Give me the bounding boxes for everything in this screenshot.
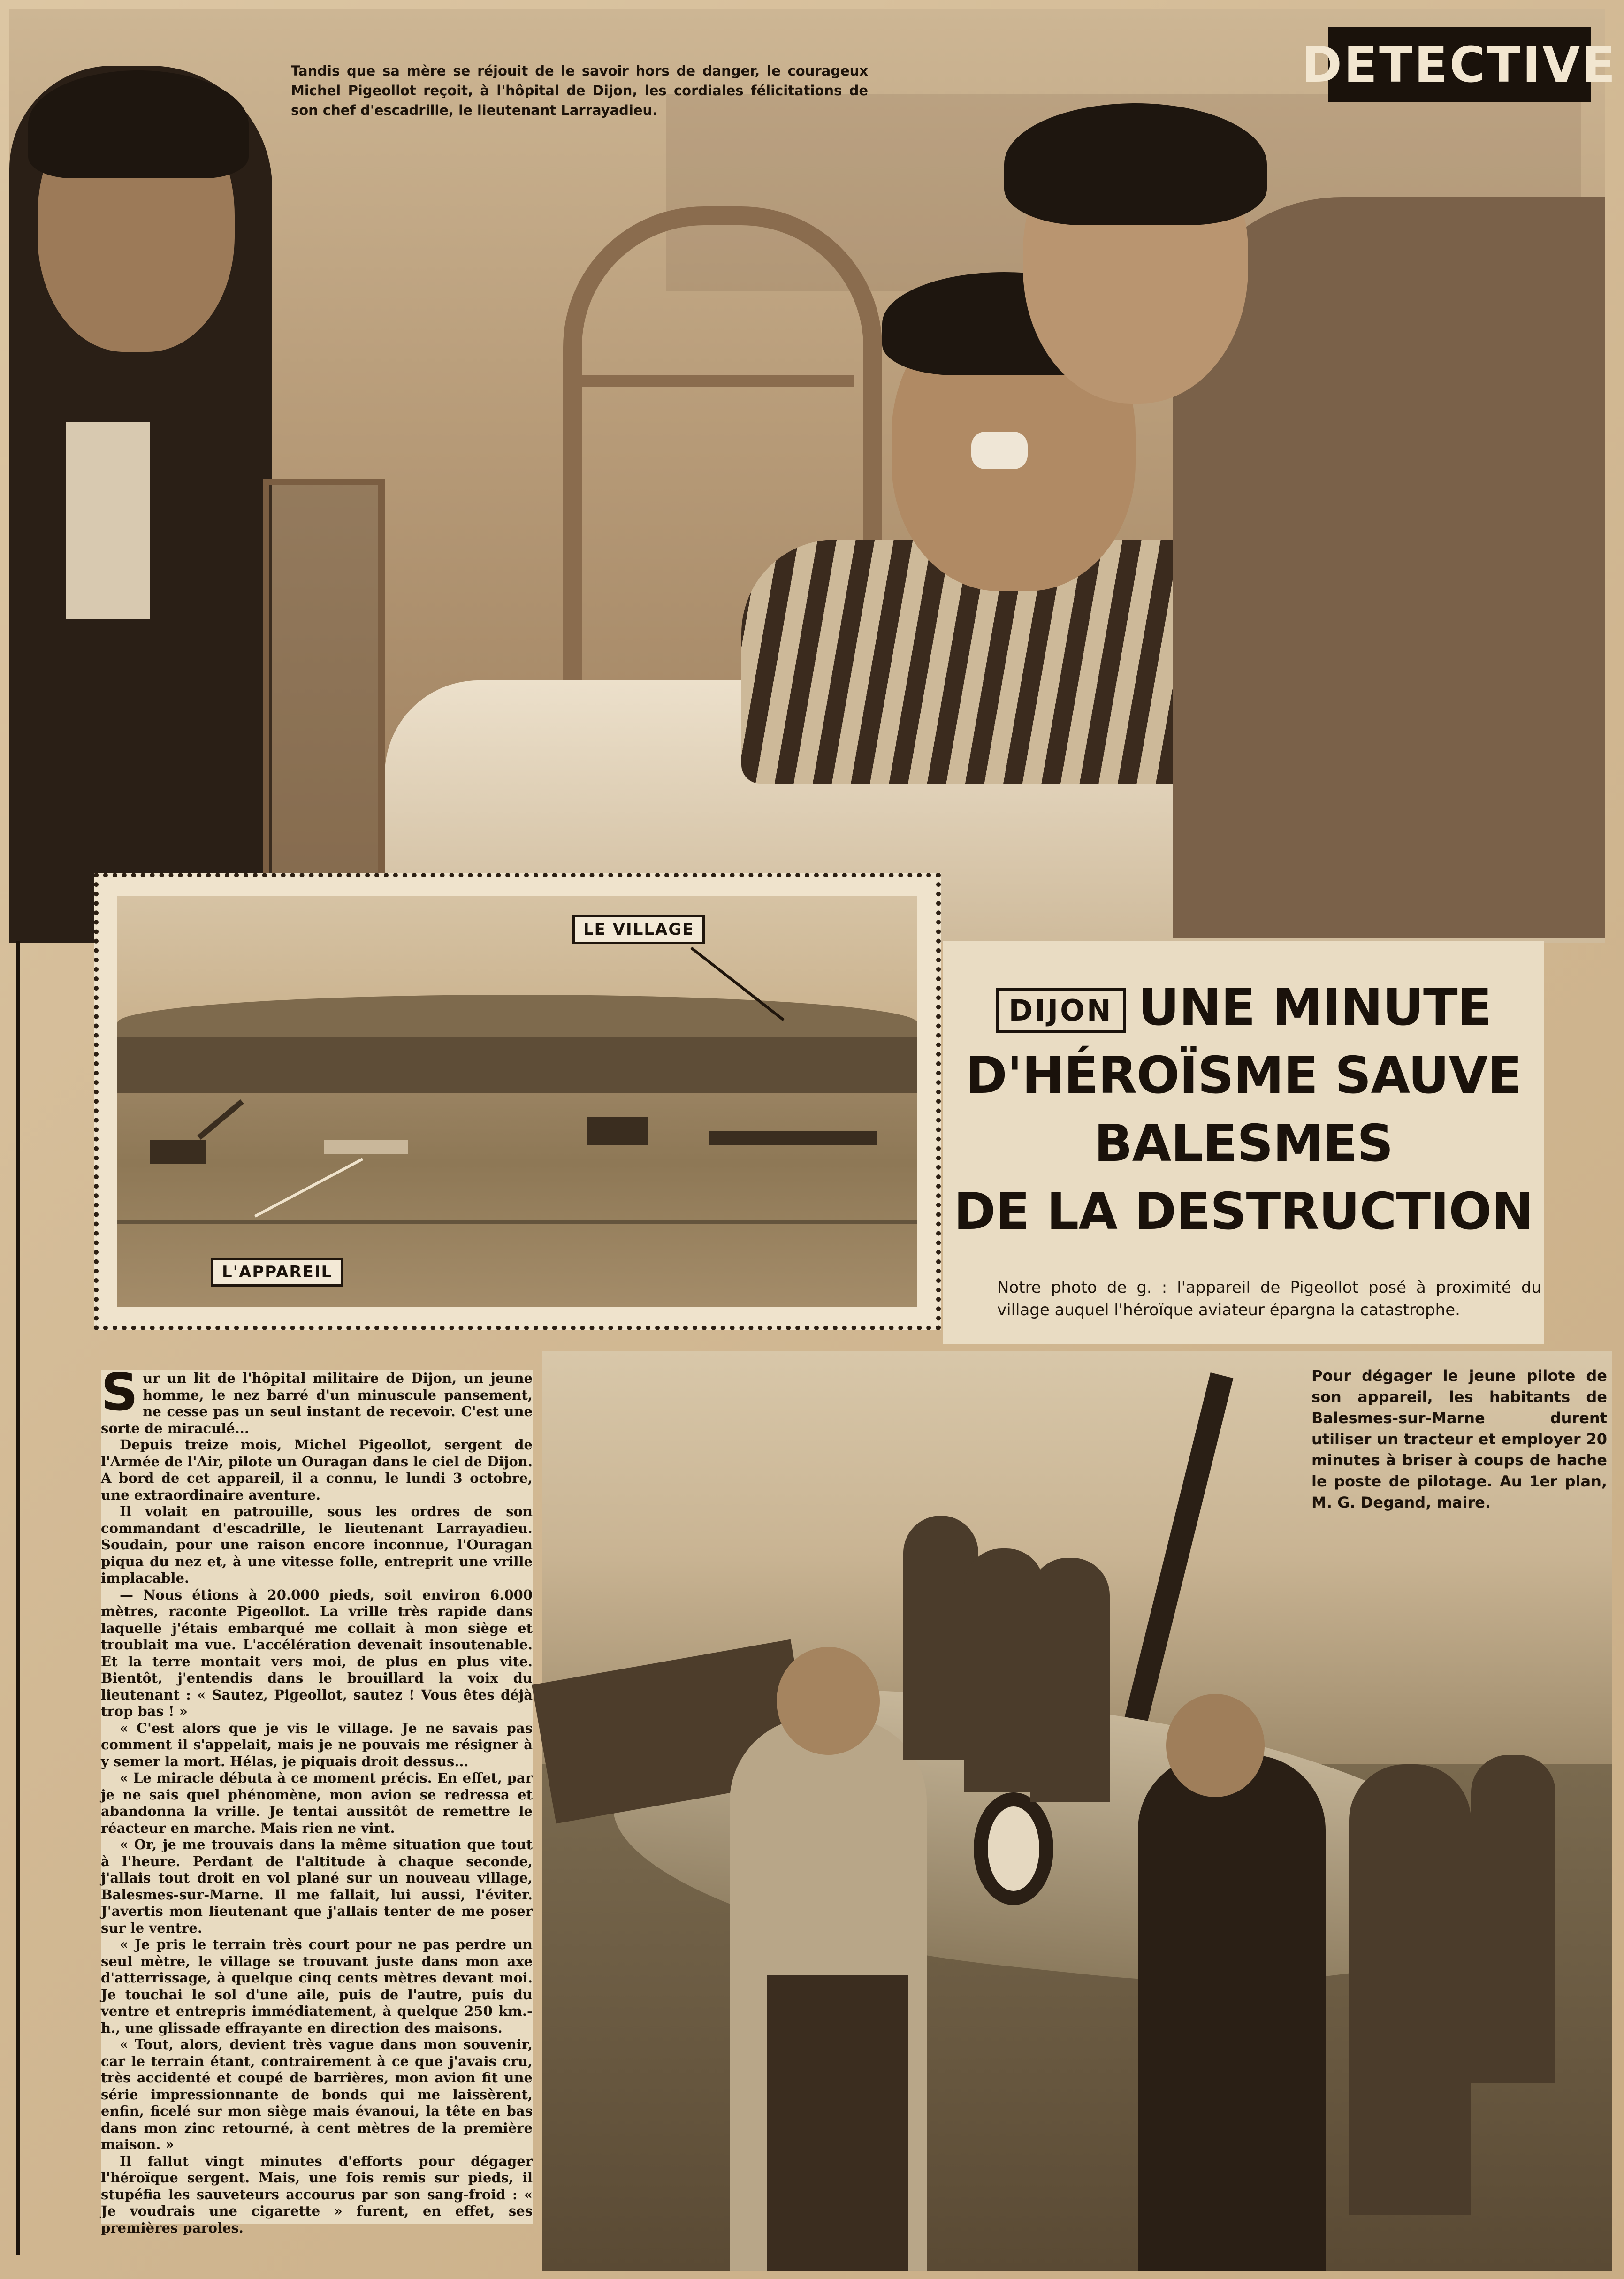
headline-line-1: DIJON UNE MINUTE bbox=[943, 978, 1544, 1037]
village-photo-caption: Notre photo de g. : l'appareil de Pigeollot posé à proximité du village auquel l'héroïque aviateur épargna la catastrophe. bbox=[997, 1278, 1541, 1319]
place-badge: DIJON bbox=[996, 988, 1126, 1033]
plane-label: L'APPAREIL bbox=[211, 1258, 343, 1287]
headline-line-2: D'HÉROÏSME SAUVE bbox=[965, 1046, 1522, 1105]
article-paragraph: Sur un lit de l'hôpital militaire de Dijon, un jeune homme, le nez barré d'un minuscule pansement, ne cesse pas un seul instant de recevoir. C'est une sorte de miraculé... bbox=[101, 1362, 533, 1436]
village-photo-frame bbox=[94, 873, 941, 1330]
page-edge-rule bbox=[16, 941, 20, 2255]
hospital-caption: Tandis que sa mère se réjouit de le savoir hors de danger, le courageux Michel Pigeollot reçoit, à l'hôpital de Dijon, les cordiales félicitations de son chef d'escadrille, le lieutenant Larrayadieu. bbox=[291, 63, 868, 118]
plane-photo-caption: Pour dégager le jeune pilote de son appareil, les habitants de Balesmes-sur-Marne durent utiliser un tracteur et employer 20 minutes à briser à coups de hache le poste de pilotage. Au 1er plan, M. G. Degand, maire. bbox=[1311, 1367, 1607, 1511]
roundel bbox=[974, 1792, 1053, 1905]
article-body bbox=[101, 1362, 533, 2236]
drop-cap: S bbox=[101, 1362, 138, 1422]
headline-line-4: DE LA DESTRUCTION bbox=[953, 1182, 1533, 1241]
article-paragraph: Depuis treize mois, Michel Pigeollot, sergent de l'Armée de l'Air, pilote un Ouragan dans le ciel de Dijon. A bord de cet appareil, il a connu, le lundi 3 octobre, une extraordinaire aventure. bbox=[101, 1437, 533, 1503]
article-paragraph: « Je pris le terrain très court pour ne pas perdre un seul mètre, le village se trouvant juste dans mon axe d'atterrissage, à quelque cinq cents mètres devant moi. Je touchai le sol d'une aile, puis de l'autre, puis du ventre et entrepris immédiatement, à quelque 250 km.-h., une glissade effrayante en direction des maisons. bbox=[101, 1936, 533, 2036]
village-photo bbox=[117, 896, 917, 1307]
article-paragraph: « C'est alors que je vis le village. Je ne savais pas comment il s'appelait, mais je ne pouvais me résigner à y semer la mort. Hélas, je piquais droit dessus... bbox=[101, 1720, 533, 1769]
article-paragraph: « Tout, alors, devient très vague dans mon souvenir, car le terrain étant, contrairement à ce que j'avais cru, très accidenté et coupé de barrières, mon avion fit une série impressionnante de bonds qui me laissèrent, enfin, ficelé sur mon siège mais évanoui, la tête en bas dans mon zinc retourné, à cent mètres de la première maison. » bbox=[101, 2036, 533, 2152]
article-paragraph: « Or, je me trouvais dans la même situation que tout à l'heure. Perdant de l'altitude à chaque seconde, j'allais tout droit en vol plané sur un nouveau village, Balesmes-sur-Marne. Il me fallait, lui aussi, l'éviter. J'avertis mon lieutenant que j'allais tenter de me poser sur le ventre. bbox=[101, 1837, 533, 1936]
article-paragraph: Il fallut vingt minutes d'efforts pour dégager l'héroïque sergent. Mais, une fois remis sur pieds, il stupéfia les sauveteurs accourus par son sang-froid : « Je voudrais une cigarette » furent, en effet, ses premières paroles. bbox=[101, 2153, 533, 2236]
article-paragraph: « Le miracle débuta à ce moment précis. En effet, par je ne sais quel phénomène, mon avion se redressa et abandonna la vrille. Je tentai aussitôt de remettre le réacteur en marche. Mais rien ne vint. bbox=[101, 1770, 533, 1836]
article-paragraph: Il volait en patrouille, sous les ordres de son commandant d'escadrille, le lieutenant Larrayadieu. Soudain, pour une raison encore inconnue, l'Ouragan piqua du nez et, à une vitesse folle, entreprit une vrille implacable. bbox=[101, 1503, 533, 1586]
masthead-logo: DETECTIVE bbox=[1328, 27, 1591, 102]
article-paragraph: — Nous étions à 20.000 pieds, soit environ 6.000 mètres, raconte Pigeollot. La vrille très rapide dans laquelle j'étais embarqué me collait à mon siège et troublait ma vue. L'accélération devenait insoutenable. Et la terre montait vers moi, de plus en plus vite. Bientôt, j'entendis dans le brouillard la voix du lieutenant : « Sautez, Pigeollot, sautez ! Vous êtes déjà trop bas ! » bbox=[101, 1586, 533, 1719]
headline-line-3: BALESMES bbox=[1094, 1114, 1393, 1173]
hospital-photo bbox=[9, 9, 1605, 941]
village-label: LE VILLAGE bbox=[572, 915, 705, 944]
